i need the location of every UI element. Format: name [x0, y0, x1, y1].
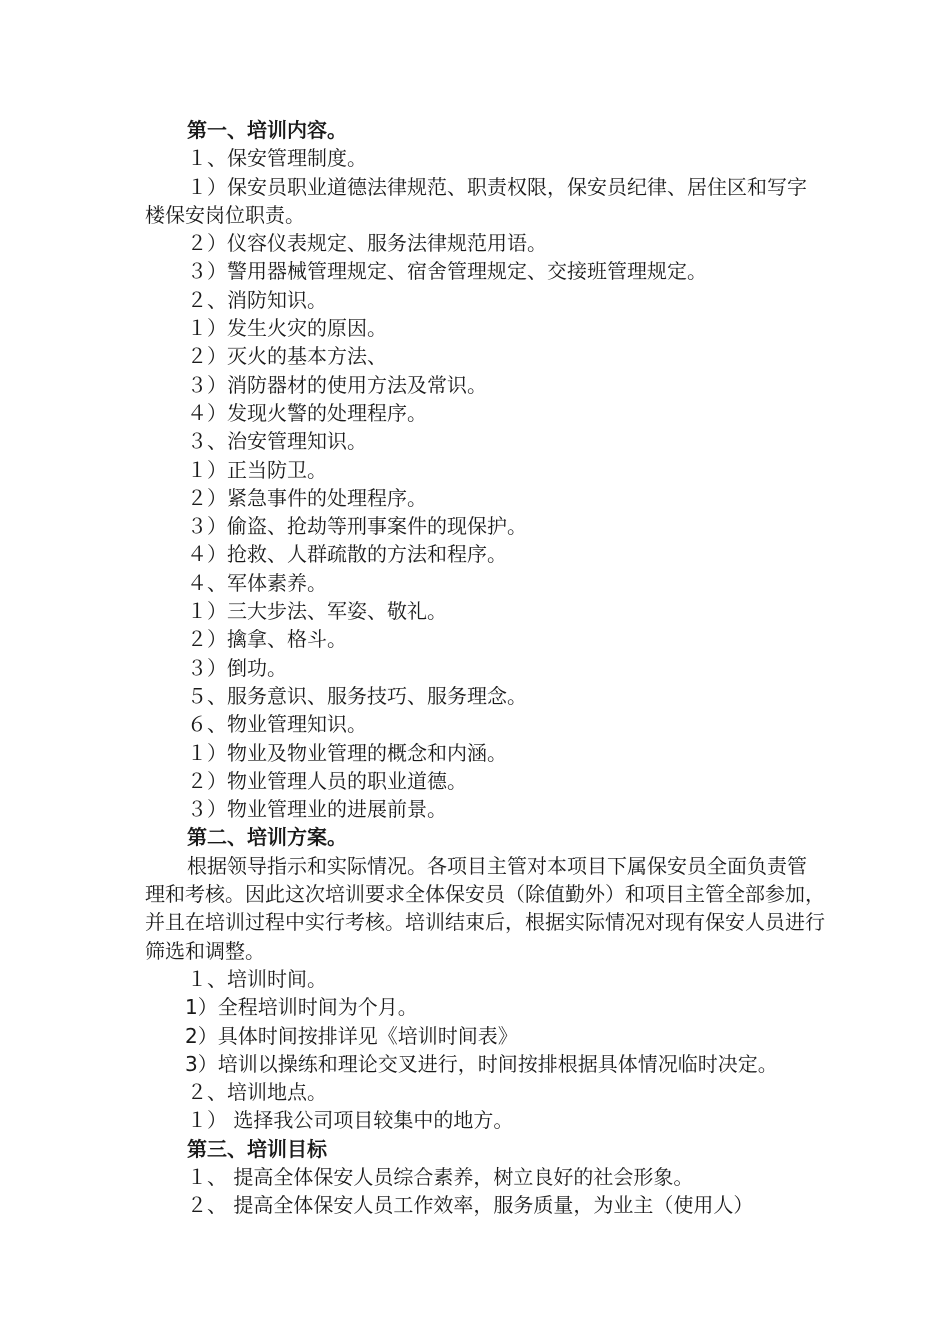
list-item: ３）倒功。 — [187, 655, 287, 680]
list-item: 1）全程培训时间为个月。 — [185, 995, 418, 1020]
section-heading-training-content: 第一、培训内容。 — [187, 118, 347, 142]
list-item: ４）抢救、人群疏散的方法和程序。 — [187, 542, 507, 567]
section-heading-training-goals: 第三、培训目标 — [187, 1136, 327, 1161]
list-item: ３）物业管理业的进展前景。 — [187, 797, 447, 822]
list-item: ２、 提高全体保安人员工作效率，服务质量，为业主（使用人） — [187, 1193, 754, 1218]
list-item: １）发生火灾的原因。 — [187, 316, 387, 341]
list-item: ３）偷盗、抢劫等刑事案件的现保护。 — [187, 514, 527, 539]
paragraph: 根据领导指示和实际情况。各项目主管对本项目下属保安员全面负责管理和考核。因此这次培训要求全体保安员（除值勤外）和项目主管全部参加，并且在培训过程中实行考核。培训结束后，根据实际情况对现有保安人员进行筛选和调整。 — [145, 853, 825, 963]
list-item: １）物业及物业管理的概念和内涵。 — [187, 740, 507, 765]
list-item: ３、治安管理知识。 — [187, 429, 367, 454]
list-item: ２）紧急事件的处理程序。 — [187, 485, 427, 510]
list-item: ４、军体素养。 — [187, 570, 327, 595]
list-item: ２、培训地点。 — [187, 1080, 327, 1105]
list-item: ２、消防知识。 — [187, 287, 327, 312]
list-item: １）三大步法、军姿、敬礼。 — [187, 599, 447, 624]
list-item: １、保安管理制度。 — [187, 146, 367, 171]
list-item: ２）仪容仪表规定、服务法律规范用语。 — [187, 231, 547, 256]
list-item: ６、物业管理知识。 — [187, 712, 367, 737]
list-item: ２）物业管理人员的职业道德。 — [187, 768, 467, 793]
list-item: 2）具体时间按排详见《培训时间表》 — [185, 1023, 518, 1048]
document-body — [145, 116, 825, 1220]
list-item: １） 选择我公司项目较集中的地方。 — [187, 1108, 514, 1133]
list-item: ４）发现火警的处理程序。 — [187, 400, 427, 425]
list-item: １、培训时间。 — [187, 966, 327, 991]
list-item: ３）消防器材的使用方法及常识。 — [187, 372, 487, 397]
list-item: ３）警用器械管理规定、宿舍管理规定、交接班管理规定。 — [187, 259, 707, 284]
list-item: ２）擒拿、格斗。 — [187, 627, 347, 652]
list-item: 3）培训以操练和理论交叉进行，时间按排根据具体情况临时决定。 — [185, 1051, 778, 1076]
list-item: １）正当防卫。 — [187, 457, 327, 482]
section-heading-training-plan: 第二、培训方案。 — [187, 825, 347, 850]
list-item: ２）灭火的基本方法、 — [187, 344, 387, 369]
list-item: １、 提高全体保安人员综合素养，树立良好的社会形象。 — [187, 1164, 694, 1189]
list-item: ５、服务意识、服务技巧、服务理念。 — [187, 683, 527, 708]
list-item-wrapped: １）保安员职业道德法律规范、职责权限，保安员纪律、居住区和写字楼保安岗位职责。 — [145, 174, 807, 227]
